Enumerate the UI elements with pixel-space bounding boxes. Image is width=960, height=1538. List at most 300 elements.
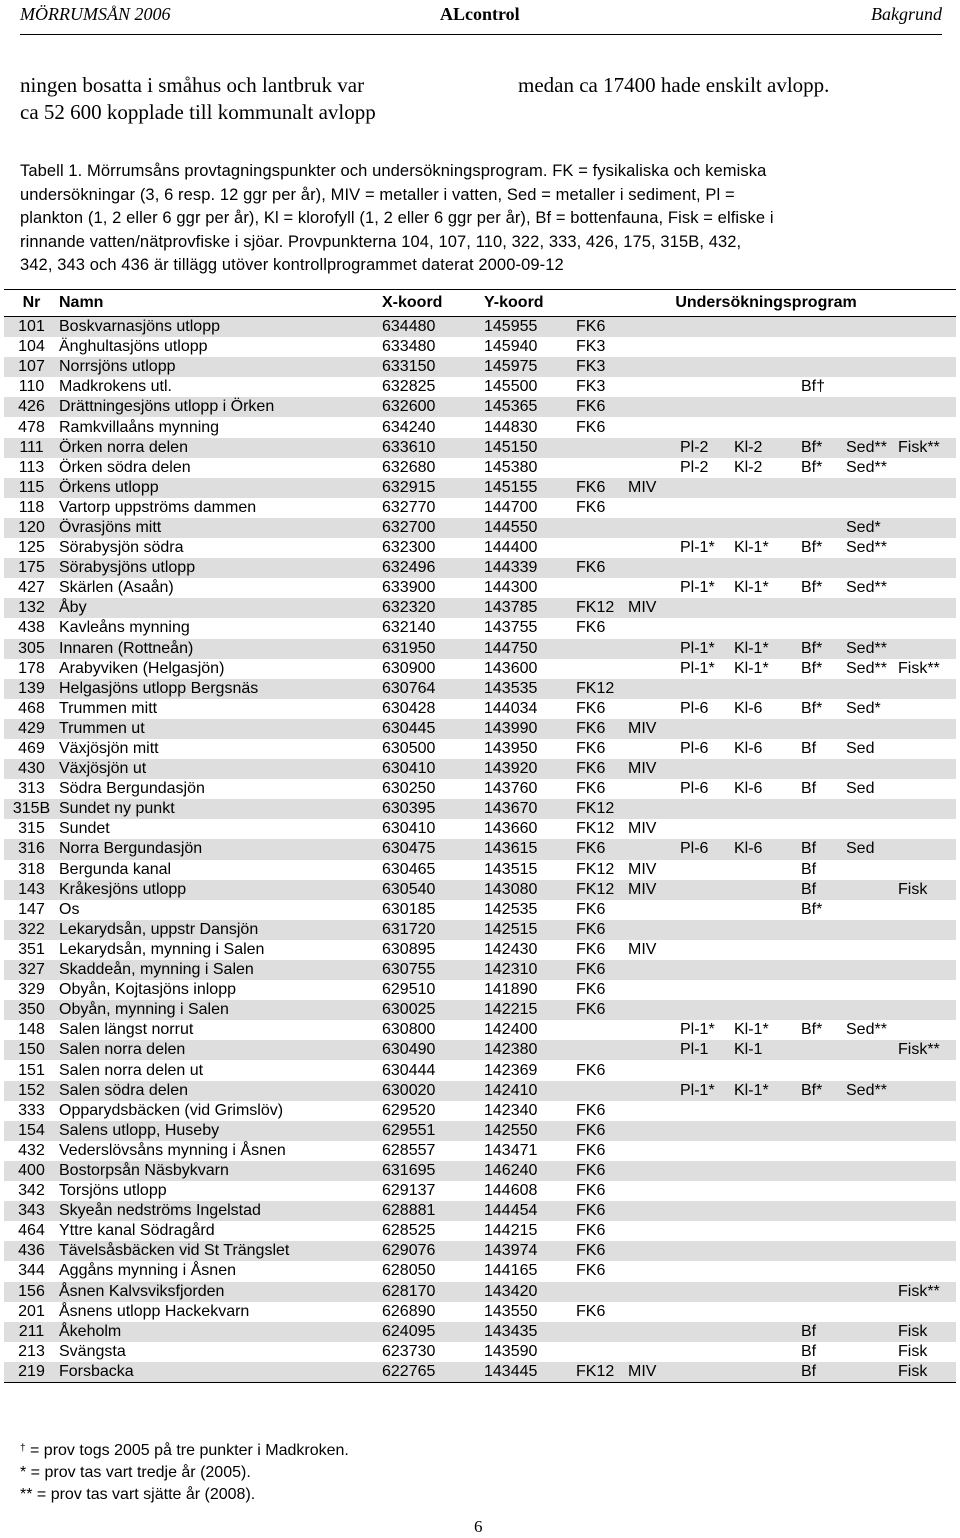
- cell-x: 628170: [382, 1282, 484, 1302]
- cell-sed: [846, 1040, 898, 1060]
- cell-fk: [576, 438, 628, 458]
- cell-x: 630250: [382, 780, 436, 798]
- cell-x: 630800: [382, 1021, 436, 1039]
- cell-nr: 219: [4, 1362, 59, 1383]
- cell-kl: Kl-2: [734, 438, 801, 458]
- header-company: ALcontrol: [440, 4, 520, 24]
- cell-namn: Åkeholm: [59, 1322, 382, 1342]
- page-header: [20, 0, 942, 35]
- cell-namn: Växjösjön mitt: [59, 740, 159, 758]
- table-caption: [20, 160, 945, 278]
- cell-fk: [576, 458, 628, 478]
- cell-fisk: [898, 417, 956, 437]
- table-row: [4, 397, 956, 417]
- cell-miv: [628, 799, 680, 819]
- cell-pl: [680, 598, 734, 618]
- cell-x: 630490: [382, 1040, 484, 1060]
- table-row: [4, 1121, 956, 1141]
- cell-pl: Pl-1: [680, 1040, 734, 1060]
- cell-y: 142310: [484, 960, 576, 980]
- cell-miv: [628, 699, 680, 719]
- cell-pl: [680, 819, 734, 839]
- cell-kl: [734, 1121, 801, 1141]
- cell-sed: [846, 1322, 898, 1342]
- cell-y: 144034: [484, 699, 538, 717]
- cell-x: 628557: [382, 1141, 436, 1159]
- cell-sed: Sed: [846, 740, 875, 758]
- cell-bf: [801, 1181, 846, 1201]
- cell-fisk: [898, 860, 956, 880]
- cell-fisk: [898, 377, 956, 397]
- cell-y: 143550: [484, 1302, 538, 1320]
- cell-x: 632700: [382, 518, 484, 538]
- cell-pl: Pl-1*: [680, 1021, 715, 1039]
- cell-namn: Sundet: [59, 820, 110, 838]
- table-row: [4, 357, 956, 377]
- cell-bf: Bf: [801, 1342, 817, 1360]
- cell-fk: [576, 1081, 628, 1101]
- cell-y: 142340: [484, 1101, 538, 1119]
- cell-kl: Kl-6: [734, 740, 763, 758]
- cell-fisk: Fisk: [898, 880, 956, 900]
- table-header-row: [4, 290, 956, 317]
- cell-bf: [801, 618, 846, 638]
- cell-y: 143785: [484, 598, 576, 618]
- cell-y: 142515: [484, 920, 576, 940]
- cell-y: 145500: [484, 378, 538, 396]
- table-row: [4, 618, 956, 638]
- cell-x: 629137: [382, 1182, 436, 1200]
- cell-kl: Kl-2: [734, 458, 763, 476]
- cell-pl: [680, 618, 734, 638]
- cell-sed: [846, 679, 898, 699]
- cell-bf: Bf†: [801, 378, 826, 396]
- cell-bf: [801, 1121, 846, 1141]
- cell-pl: [680, 317, 734, 338]
- cell-sed: [846, 558, 898, 578]
- cell-y: 144400: [484, 539, 538, 557]
- cell-fk: FK6: [576, 981, 606, 999]
- cell-x: 630428: [382, 699, 436, 717]
- cell-nr: 154: [4, 1121, 59, 1141]
- cell-kl: [734, 417, 801, 437]
- cell-x: 628525: [382, 1222, 436, 1240]
- cell-x: 633900: [382, 579, 436, 597]
- cell-bf: [801, 1201, 846, 1221]
- cell-fisk: [898, 639, 956, 659]
- cell-pl: [680, 1000, 734, 1020]
- cell-fk: FK3: [576, 378, 606, 396]
- cell-namn: Lekarydsån, uppstr Dansjön: [59, 920, 382, 940]
- cell-sed: Sed: [846, 839, 898, 859]
- intro-text-right: [518, 72, 829, 99]
- cell-fisk: [898, 920, 956, 940]
- table-row: [4, 458, 956, 478]
- cell-nr: 110: [18, 378, 45, 396]
- cell-fk: FK12: [576, 860, 615, 878]
- cell-namn: Os: [59, 900, 80, 918]
- cell-bf: Bf: [801, 780, 817, 798]
- cell-pl: [680, 1282, 734, 1302]
- cell-nr: 316: [4, 839, 59, 859]
- cell-nr: 429: [4, 719, 59, 739]
- cell-kl: [734, 1241, 801, 1261]
- cell-bf: [801, 980, 846, 1000]
- table-row: [4, 558, 956, 578]
- cell-sed: [846, 920, 898, 940]
- cell-fisk: [898, 1201, 956, 1221]
- cell-y: 145940: [484, 338, 538, 356]
- cell-kl: [734, 799, 801, 819]
- cell-x: 633610: [382, 438, 484, 458]
- cell-sed: Sed**: [846, 458, 887, 476]
- table-row: [4, 377, 956, 397]
- cell-y: 144550: [484, 518, 576, 538]
- cell-miv: MIV: [628, 880, 680, 900]
- cell-namn: Sörabysjöns utlopp: [59, 558, 382, 578]
- cell-kl: [734, 1101, 801, 1121]
- table-row: [4, 1201, 956, 1221]
- cell-pl: Pl-6: [680, 740, 709, 758]
- cell-y: 142550: [484, 1121, 576, 1141]
- table-row: [4, 1181, 956, 1201]
- cell-x: 630444: [382, 1061, 436, 1079]
- cell-y: 144339: [484, 558, 576, 578]
- cell-pl: [680, 1221, 734, 1241]
- table-row: [4, 860, 956, 880]
- cell-fisk: [898, 960, 956, 980]
- cell-miv: [628, 1101, 680, 1121]
- cell-kl: [734, 397, 801, 417]
- cell-namn: Vederslövsåns mynning i Åsnen: [59, 1141, 286, 1159]
- table-row: [4, 578, 956, 598]
- cell-nr: 469: [18, 740, 45, 758]
- cell-kl: [734, 337, 801, 357]
- cell-fk: FK6: [576, 1201, 628, 1221]
- cell-sed: [846, 940, 898, 960]
- table-row: [4, 679, 956, 699]
- cell-fk: FK6: [576, 759, 628, 779]
- cell-sed: Sed**: [846, 579, 887, 597]
- table-row: [4, 980, 956, 1000]
- cell-sed: Sed**: [846, 1081, 898, 1101]
- header-report-title: MÖRRUMSÅN 2006: [20, 4, 171, 24]
- cell-y: 143760: [484, 780, 538, 798]
- cell-bf: [801, 920, 846, 940]
- cell-sed: Sed**: [846, 639, 898, 659]
- cell-pl: [680, 759, 734, 779]
- caption-line: Tabell 1. Mörrumsåns provtagningspunkter och undersökningsprogram. FK = fysikaliska och kemiska: [20, 162, 767, 180]
- cell-miv: [628, 839, 680, 859]
- header-section: Bakgrund: [871, 4, 942, 24]
- cell-sed: Sed**: [846, 1021, 887, 1039]
- cell-fk: FK6: [576, 740, 606, 758]
- cell-x: 628881: [382, 1201, 484, 1221]
- cell-kl: [734, 960, 801, 980]
- cell-nr: 132: [4, 598, 59, 618]
- cell-namn: Innaren (Rottneån): [59, 639, 382, 659]
- cell-nr: 139: [4, 679, 59, 699]
- cell-namn: Trummen ut: [59, 719, 382, 739]
- cell-x: 633480: [382, 338, 436, 356]
- cell-kl: [734, 1141, 801, 1161]
- cell-fisk: [898, 598, 956, 618]
- cell-namn: Forsbacka: [59, 1362, 382, 1383]
- cell-y: 142430: [484, 940, 538, 958]
- cell-miv: [628, 377, 680, 397]
- cell-kl: [734, 1000, 801, 1020]
- intro-line: medan ca 17400 hade enskilt avlopp.: [518, 73, 830, 97]
- cell-miv: MIV: [628, 860, 657, 878]
- cell-fk: FK6: [576, 900, 606, 918]
- cell-x: 632770: [382, 498, 436, 516]
- cell-pl: [680, 679, 734, 699]
- cell-x: 632600: [382, 397, 484, 417]
- cell-fisk: Fisk: [898, 1362, 956, 1383]
- cell-x: 633150: [382, 357, 484, 377]
- cell-kl: [734, 618, 801, 638]
- cell-pl: Pl-6: [680, 839, 734, 859]
- cell-fisk: [898, 940, 956, 960]
- cell-kl: [734, 1181, 801, 1201]
- cell-x: 630895: [382, 940, 436, 958]
- cell-bf: Bf*: [801, 659, 823, 677]
- cell-fk: FK6: [576, 1000, 628, 1020]
- cell-namn: Salen norra delen: [59, 1040, 382, 1060]
- cell-fk: FK6: [576, 719, 628, 739]
- cell-fisk: [898, 779, 956, 799]
- cell-miv: [628, 980, 680, 1000]
- cell-bf: Bf*: [801, 1021, 823, 1039]
- cell-nr: 327: [4, 960, 59, 980]
- table-row: [4, 719, 956, 739]
- cell-kl: [734, 357, 801, 377]
- cell-y: 143950: [484, 740, 538, 758]
- cell-fk: FK6: [576, 1182, 606, 1200]
- cell-sed: [846, 377, 898, 397]
- cell-fk: FK6: [576, 1262, 606, 1280]
- cell-nr: 344: [18, 1262, 45, 1280]
- cell-fisk: [898, 1101, 956, 1121]
- cell-kl: [734, 558, 801, 578]
- cell-bf: Bf*: [801, 639, 846, 659]
- cell-fisk: Fisk: [898, 1322, 956, 1342]
- cell-namn: Åsnen Kalvsviksfjorden: [59, 1282, 382, 1302]
- cell-fk: FK3: [576, 338, 606, 356]
- cell-bf: [801, 417, 846, 437]
- cell-nr: 313: [18, 780, 45, 798]
- cell-miv: [628, 1020, 680, 1040]
- cell-sed: [846, 397, 898, 417]
- table-row: [4, 498, 956, 518]
- cell-y: 142410: [484, 1081, 576, 1101]
- cell-y: 143660: [484, 820, 538, 838]
- cell-bf: [801, 679, 846, 699]
- cell-fisk: [898, 679, 956, 699]
- cell-x: 630410: [382, 820, 436, 838]
- cell-y: 145150: [484, 438, 576, 458]
- cell-kl: [734, 679, 801, 699]
- cell-kl: [734, 980, 801, 1000]
- table-body: [4, 317, 956, 1383]
- cell-pl: Pl-1*: [680, 539, 715, 557]
- cell-fk: [576, 1020, 628, 1040]
- cell-y: 145380: [484, 458, 538, 476]
- cell-miv: [628, 1221, 680, 1241]
- cell-bf: Bf*: [801, 539, 823, 557]
- table-row: [4, 699, 956, 719]
- cell-y: 143755: [484, 619, 538, 637]
- cell-fisk: [898, 719, 956, 739]
- cell-pl: [680, 1121, 734, 1141]
- cell-x: 634240: [382, 418, 436, 436]
- cell-pl: [680, 337, 734, 357]
- cell-fisk: [898, 900, 956, 920]
- cell-pl: Pl-1*: [680, 659, 715, 677]
- table-row: [4, 900, 956, 920]
- cell-bf: [801, 1261, 846, 1281]
- cell-bf: [801, 799, 846, 819]
- cell-namn: Skaddeån, mynning i Salen: [59, 960, 382, 980]
- cell-fk: FK6: [576, 418, 606, 436]
- table-row: [4, 880, 956, 900]
- cell-fk: FK6: [576, 1141, 606, 1159]
- cell-sed: [846, 799, 898, 819]
- cell-fisk: [898, 458, 956, 478]
- cell-sed: Sed**: [846, 539, 887, 557]
- caption-line: plankton (1, 2 eller 6 ggr per år), Kl = klorofyll (1, 2 eller 6 ggr per år), Bf = bottenfauna, Fisk = elfiske i: [20, 209, 774, 227]
- cell-nr: 213: [18, 1342, 45, 1360]
- cell-kl: [734, 759, 801, 779]
- cell-miv: [628, 538, 680, 558]
- cell-pl: [680, 1101, 734, 1121]
- table-row: [4, 1161, 956, 1181]
- cell-nr: 343: [4, 1201, 59, 1221]
- cell-nr: 201: [18, 1302, 45, 1320]
- cell-y: 143615: [484, 839, 576, 859]
- cell-kl: [734, 819, 801, 839]
- cell-fk: FK12: [576, 820, 615, 838]
- cell-nr: 427: [18, 579, 45, 597]
- table-row: [4, 337, 956, 357]
- cell-y: 143990: [484, 719, 576, 739]
- cell-miv: [628, 1081, 680, 1101]
- cell-fisk: [898, 1221, 956, 1241]
- cell-kl: [734, 1161, 801, 1181]
- cell-pl: Pl-1*: [680, 1081, 734, 1101]
- cell-namn: Sörabysjön södra: [59, 539, 184, 557]
- cell-fisk: Fisk**: [898, 1282, 956, 1302]
- cell-nr: 148: [18, 1021, 45, 1039]
- cell-fk: FK6: [576, 699, 606, 717]
- cell-x: 631950: [382, 639, 484, 659]
- cell-y: 142215: [484, 1000, 576, 1020]
- cell-x: 630445: [382, 719, 484, 739]
- cell-miv: [628, 1201, 680, 1221]
- cell-namn: Kråkesjöns utlopp: [59, 880, 382, 900]
- caption-line: rinnande vatten/nätprovfiske i sjöar. Provpunkterna 104, 107, 110, 322, 333, 426, 175, 315B, 432,: [20, 232, 742, 251]
- cell-fisk: [898, 839, 956, 859]
- cell-x: 629520: [382, 1101, 436, 1119]
- cell-miv: [628, 357, 680, 377]
- cell-miv: MIV: [628, 1362, 680, 1383]
- cell-kl: [734, 317, 801, 338]
- cell-bf: Bf*: [801, 1081, 846, 1101]
- cell-sed: [846, 357, 898, 377]
- cell-x: 630900: [382, 659, 436, 677]
- cell-pl: Pl-1*: [680, 639, 734, 659]
- cell-sed: [846, 719, 898, 739]
- cell-y: 143445: [484, 1362, 576, 1383]
- cell-sed: Sed**: [846, 659, 887, 677]
- cell-kl: Kl-6: [734, 780, 763, 798]
- cell-namn: Norra Bergundasjön: [59, 839, 382, 859]
- table-row: [4, 1362, 956, 1383]
- cell-nr: 175: [4, 558, 59, 578]
- cell-namn: Drättningesjöns utlopp i Örken: [59, 397, 382, 417]
- cell-sed: [846, 1121, 898, 1141]
- cell-pl: [680, 1141, 734, 1161]
- cell-fisk: [898, 317, 956, 338]
- cell-nr: 430: [4, 759, 59, 779]
- cell-namn: Trummen mitt: [59, 699, 158, 717]
- cell-sed: [846, 598, 898, 618]
- cell-nr: 400: [4, 1161, 59, 1181]
- cell-fk: FK6: [576, 478, 628, 498]
- cell-x: 629076: [382, 1241, 484, 1261]
- cell-fk: FK6: [576, 1061, 606, 1079]
- cell-sed: [846, 478, 898, 498]
- cell-pl: [680, 719, 734, 739]
- cell-y: 144608: [484, 1182, 538, 1200]
- cell-pl: [680, 799, 734, 819]
- cell-bf: [801, 317, 846, 338]
- cell-sed: [846, 1362, 898, 1383]
- cell-x: 622765: [382, 1362, 484, 1383]
- cell-pl: [680, 900, 734, 920]
- cell-pl: [680, 980, 734, 1000]
- cell-nr: 318: [18, 860, 45, 878]
- cell-fk: FK6: [576, 498, 606, 516]
- cell-bf: [801, 397, 846, 417]
- cell-sed: [846, 1201, 898, 1221]
- cell-namn: Salen norra delen ut: [59, 1061, 204, 1079]
- cell-pl: Pl-2: [680, 438, 734, 458]
- cell-miv: [628, 739, 680, 759]
- cell-x: 630020: [382, 1081, 484, 1101]
- cell-nr: 152: [4, 1081, 59, 1101]
- cell-pl: [680, 1261, 734, 1281]
- cell-fisk: [898, 759, 956, 779]
- cell-sed: Sed*: [846, 518, 898, 538]
- cell-miv: [628, 1060, 680, 1080]
- table-row: [4, 759, 956, 779]
- cell-namn: Salen längst norrut: [59, 1021, 194, 1039]
- cell-pl: [680, 417, 734, 437]
- cell-miv: MIV: [628, 820, 657, 838]
- cell-namn: Svängsta: [59, 1342, 126, 1360]
- cell-kl: [734, 920, 801, 940]
- cell-miv: [628, 397, 680, 417]
- cell-namn: Bergunda kanal: [59, 860, 172, 878]
- cell-fk: FK6: [576, 839, 628, 859]
- cell-kl: [734, 900, 801, 920]
- cell-y: 144700: [484, 498, 538, 516]
- cell-miv: [628, 518, 680, 538]
- cell-sed: [846, 860, 898, 880]
- cell-kl: [734, 1362, 801, 1383]
- cell-x: 630395: [382, 799, 484, 819]
